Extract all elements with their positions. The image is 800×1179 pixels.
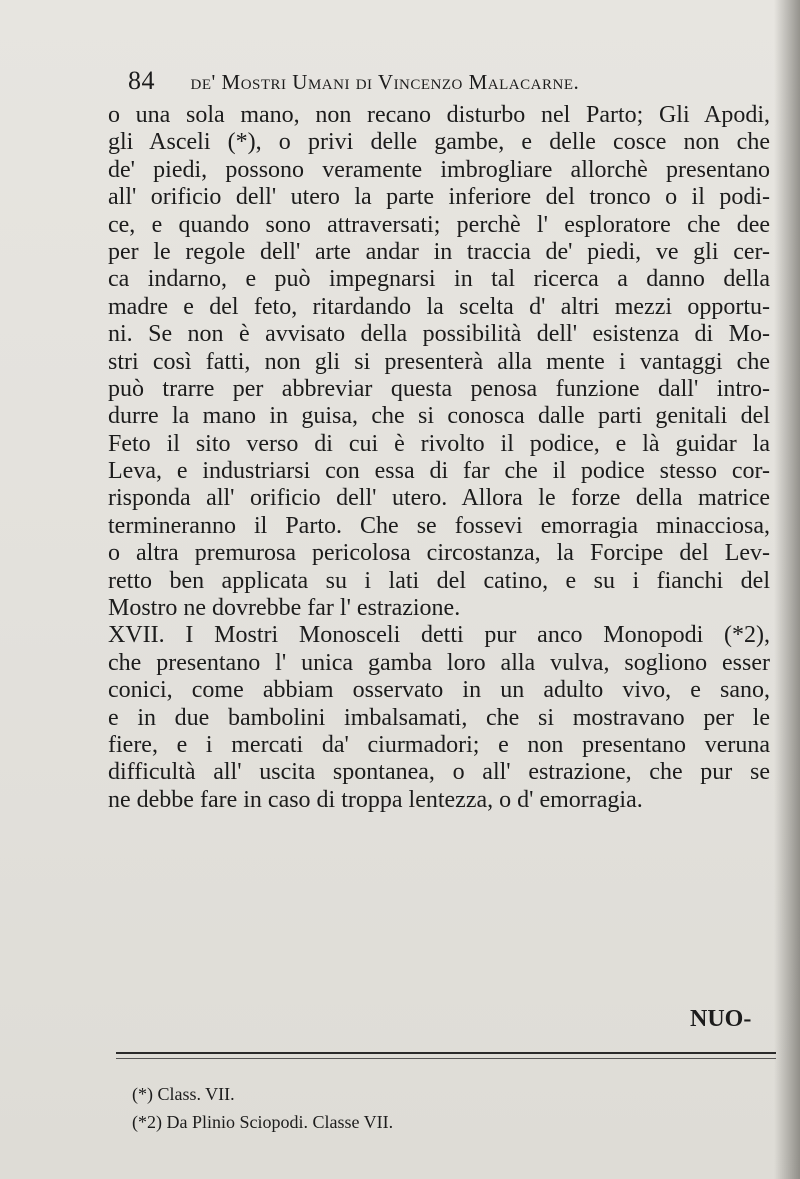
body-line: può trarre per abbreviar questa penosa funzione dall' intro- <box>108 375 770 402</box>
body-line: che presentano l' unica gamba loro alla vulva, sogliono esser <box>108 649 770 676</box>
body-line: ni. Se non è avvisato della possibilità dell' esistenza di Mo- <box>108 321 770 348</box>
body-line: ca indarno, e può impegnarsi in tal ricerca a danno della <box>108 266 770 293</box>
page-number: 84 <box>128 66 155 95</box>
footnote-rule-thin <box>116 1058 776 1059</box>
body-line: termineranno il Parto. Che se fossevi emorragia minacciosa, <box>108 512 770 539</box>
body-text <box>108 102 770 814</box>
page-edge-shadow <box>774 0 800 1179</box>
body-line: conici, come abbiam osservato in un adulto vivo, e sano, <box>108 677 770 704</box>
body-line: durre la mano in guisa, che si conosca dalle parti genitali del <box>108 403 770 430</box>
body-line: stri così fatti, non gli si presenterà alla mente i vantaggi che <box>108 348 770 375</box>
body-line: de' piedi, possono veramente imbrogliare allorchè presentano <box>108 156 770 183</box>
footnote: (*2) Da Plinio Sciopodi. Classe VII. <box>132 1112 394 1132</box>
footnote-rule <box>116 1052 776 1054</box>
running-head: de' Mostri Umani di Vincenzo Malacarne. <box>190 70 580 94</box>
catchword: NUO- <box>690 1006 752 1032</box>
page-header <box>128 66 688 102</box>
body-line: madre e del feto, ritardando la scelta d' altri mezzi opportu- <box>108 293 770 320</box>
body-line: all' orificio dell' utero la parte inferiore del tronco o il podi- <box>108 184 770 211</box>
footnote: (*) Class. VII. <box>132 1084 235 1104</box>
section-heading-line: XVII. I Mostri Monosceli detti pur anco Monopodi (*2), <box>108 622 770 649</box>
body-line: o una sola mano, non recano disturbo nel Parto; Gli Apodi, <box>108 102 770 128</box>
body-line: ne debbe fare in caso di troppa lentezza, o d' emorragia. <box>108 786 643 813</box>
body-line: o altra premurosa pericolosa circostanza, la Forcipe del Lev- <box>108 540 770 567</box>
body-line: ce, e quando sono attraversati; perchè l' esploratore che dee <box>108 211 770 238</box>
body-line: e in due bambolini imbalsamati, che si mostravano per le <box>108 704 770 731</box>
body-line: risponda all' orificio dell' utero. Allora le forze della matrice <box>108 485 770 512</box>
body-line: gli Asceli (*), o privi delle gambe, e delle cosce non che <box>108 129 770 156</box>
footnotes <box>132 1080 732 1136</box>
body-line: Mostro ne dovrebbe far l' estrazione. <box>108 595 461 622</box>
body-line: per le regole dell' arte andar in traccia de' piedi, ve gli cer- <box>108 238 770 265</box>
body-line: difficultà all' uscita spontanea, o all' estrazione, che pur se <box>108 759 770 786</box>
body-line: fiere, e i mercati da' ciurmadori; e non presentano veruna <box>108 731 770 758</box>
body-line: Feto il sito verso di cui è rivolto il podice, e là guidar la <box>108 430 770 457</box>
body-line: retto ben applicata su i lati del catino, e su i fianchi del <box>108 567 770 594</box>
body-line: Leva, e industriarsi con essa di far che il podice stesso cor- <box>108 458 770 485</box>
